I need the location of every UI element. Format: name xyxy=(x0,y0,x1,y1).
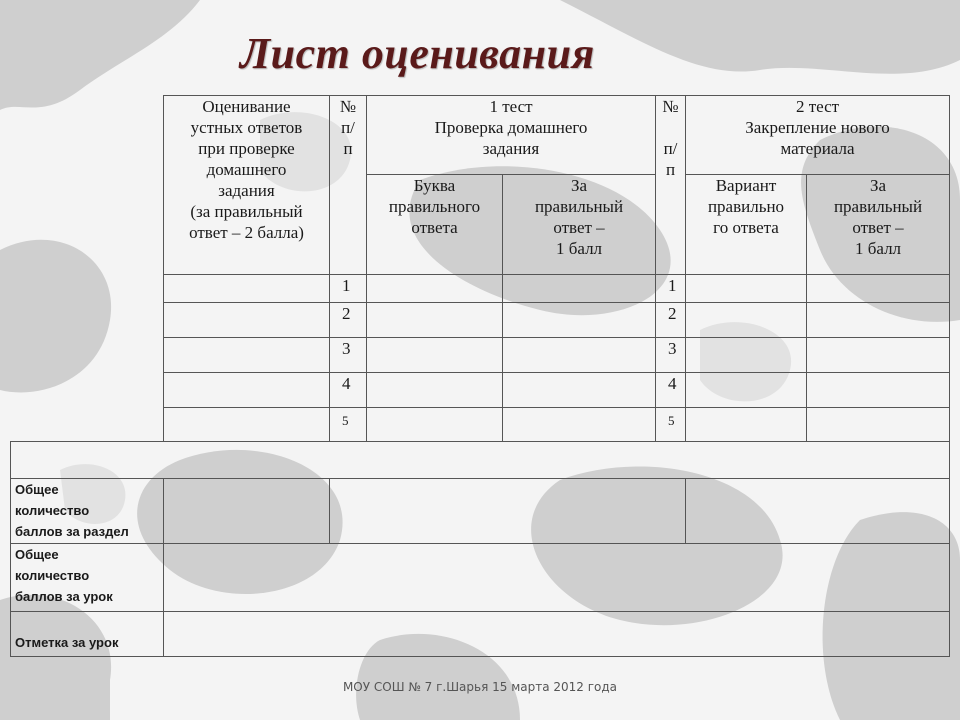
oral-score-cell[interactable] xyxy=(164,373,330,408)
item-number: 5 xyxy=(330,408,367,442)
grade-label: Отметка за урок xyxy=(11,612,164,657)
oral-answers-header: Оценивание устных ответов при проверке домашнего задания (за правильный ответ – 2 балла) xyxy=(164,96,330,275)
test2-points-header: За правильный ответ – 1 балл xyxy=(807,175,950,275)
test2-points-cell[interactable] xyxy=(807,338,950,373)
total-lesson-cell[interactable] xyxy=(164,544,950,612)
test2-points-cell[interactable] xyxy=(807,303,950,338)
test2-answer-cell[interactable] xyxy=(686,373,807,408)
table-row xyxy=(11,408,950,442)
test2-answer-variant-header: Вариант правильно го ответа xyxy=(686,175,807,275)
item-number: 4 xyxy=(656,373,686,408)
spacer-row xyxy=(11,442,950,479)
item-number: 3 xyxy=(330,338,367,373)
blank-corner xyxy=(11,175,164,275)
test1-header: 1 тест Проверка домашнего задания xyxy=(367,96,656,175)
test1-points-cell[interactable] xyxy=(503,373,656,408)
item-number: 2 xyxy=(656,303,686,338)
test2-total-cell[interactable] xyxy=(686,479,950,544)
item-number: 4 xyxy=(330,373,367,408)
test2-points-cell[interactable] xyxy=(807,408,950,442)
footer-text: МОУ СОШ № 7 г.Шарья 15 марта 2012 года xyxy=(342,680,618,694)
item-number: 5 xyxy=(656,408,686,442)
item-number: 1 xyxy=(656,275,686,303)
test1-points-cell[interactable] xyxy=(503,338,656,373)
assessment-table xyxy=(10,95,950,657)
oral-score-cell[interactable] xyxy=(164,275,330,303)
test1-answer-cell[interactable] xyxy=(367,338,503,373)
total-lesson-label: Общее количество баллов за урок xyxy=(11,544,164,612)
oral-score-cell[interactable] xyxy=(164,408,330,442)
total-section-row xyxy=(11,479,950,544)
test1-answer-cell[interactable] xyxy=(367,373,503,408)
test1-answer-letter-header: Буква правильного ответа xyxy=(367,175,503,275)
grade-cell[interactable] xyxy=(164,612,950,657)
item-number: 3 xyxy=(656,338,686,373)
test2-answer-cell[interactable] xyxy=(686,275,807,303)
test1-answer-cell[interactable] xyxy=(367,275,503,303)
test2-answer-cell[interactable] xyxy=(686,338,807,373)
item-number: 1 xyxy=(330,275,367,303)
test1-answer-cell[interactable] xyxy=(367,303,503,338)
table-row xyxy=(11,338,950,373)
grade-row xyxy=(11,612,950,657)
table-row xyxy=(11,373,950,408)
spacer-cell xyxy=(11,442,950,479)
test1-points-cell[interactable] xyxy=(503,275,656,303)
test2-points-cell[interactable] xyxy=(807,373,950,408)
test1-points-header: За правильный ответ – 1 балл xyxy=(503,175,656,275)
test2-answer-cell[interactable] xyxy=(686,303,807,338)
test1-answer-cell[interactable] xyxy=(367,408,503,442)
item-number: 2 xyxy=(330,303,367,338)
test2-header: 2 тест Закрепление нового материала xyxy=(686,96,950,175)
oral-score-cell[interactable] xyxy=(164,303,330,338)
item-number-header-1: № п/ п xyxy=(330,96,367,275)
oral-score-cell[interactable] xyxy=(164,338,330,373)
test1-total-cell[interactable] xyxy=(330,479,686,544)
table-row xyxy=(11,303,950,338)
oral-total-cell[interactable] xyxy=(164,479,330,544)
test2-answer-cell[interactable] xyxy=(686,408,807,442)
test1-points-cell[interactable] xyxy=(503,303,656,338)
total-section-label: Общее количество баллов за раздел xyxy=(11,479,164,544)
test1-points-cell[interactable] xyxy=(503,408,656,442)
table-row xyxy=(11,275,950,303)
total-lesson-row xyxy=(11,544,950,612)
page-title: Лист оценивания xyxy=(240,29,595,78)
test2-points-cell[interactable] xyxy=(807,275,950,303)
blank-corner xyxy=(11,96,164,175)
item-number-header-2: № п/ п xyxy=(656,96,686,275)
